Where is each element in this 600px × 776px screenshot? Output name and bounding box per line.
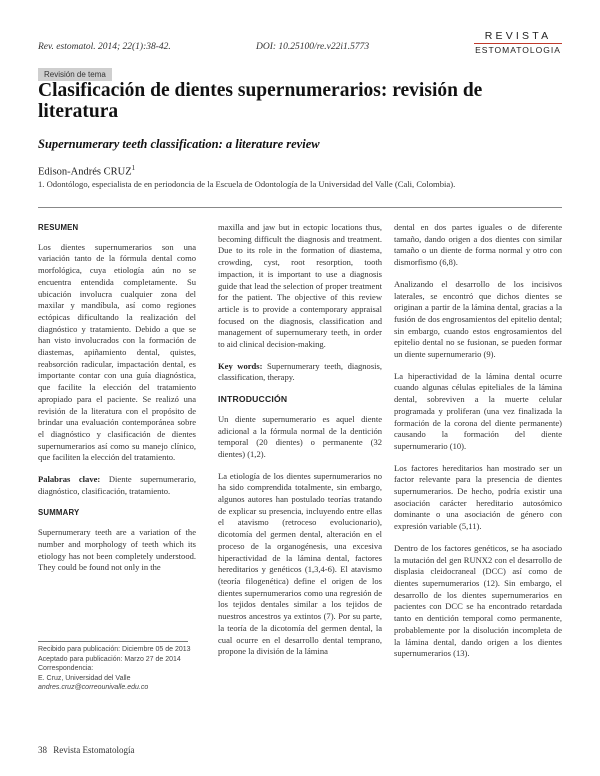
correspondence-email[interactable]: andres.cruz@correounivalle.edu.co <box>38 684 149 692</box>
page-number: 38 <box>38 745 47 755</box>
correspondence-label: Correspondencia: <box>38 665 94 673</box>
resumen-heading: RESUMEN <box>38 223 79 232</box>
header-divider <box>38 207 562 208</box>
resumen-text: Los dientes supernumerarios son una variación tanto de la fórmula dental como morfológica, cuya etiología aún no se encuentra entendida completamente. Su ubicación involucra cualquier zona del maxilar y mandíbula, así como regiones ectópicas dificultando la realización del diagnóstico y tratamiento. Debido a que se han visto involucrados con la formación de diastemas, apiñamiento dental, quistes, reabsorción radicular, impactación dental, es importante contar con una guía diagnóstica, que facilite la elección del tratamiento apropiado para el paciente. Se realizó una revisión de la literatura con el propósito de brindar una evaluación contemporánea sobre el diagnóstico y clasificación de dientes supernumerarios así como su manejo clínico, que faciliten la elección del tratamiento. <box>38 241 196 463</box>
article-type-badge: Revisión de tema <box>38 68 112 81</box>
paragraph-3-3: La hiperactividad de la lámina dental ocurre cuando algunas células epiteliales de la lámina dental, sobreviven a la muerte celular programada y proliferan (una vez finalizada la formación de la corona del diente permanente) causando la formación del diente supernumerario (10). <box>394 370 562 451</box>
paragraph-3-2: Analizando el desarrollo de los incisivos laterales, se encontró que dichos dientes se originan a partir de la lámina dental, gracias a la fusión de dos engrosamientos del epitelio dental; sin embargo, cuando estos engrosamientos del epitelio dental no se fusionan, se pueden formar un diente supernumerario (9). <box>394 278 562 360</box>
paragraph-3-5: Dentro de los factores genéticos, se ha asociado la mutación del gen RUNX2 con el desarrollo de displasia cleidocraneal (DCC) así como de dientes supernumerarios (12). Sin embargo, el desarrollo de los dientes supernumerarios en pacientes con DCC se ha encontrado retardada tanto en dentición temporal como permanente, probablemente por la disolución incompleta de la lámina dental, dando origen a los dientes supernumerarios (13). <box>394 542 562 659</box>
intro-paragraph-2: La etiología de los dientes supernumerarios no ha sido comprendida totalmente, sin embargo, algunos autores han postulado teorías tratando de explicar su presencia, incluyendo entre ellas el atavismo (retroceso evolucionario), dicotomía del germen dental, alteración en el proceso de la organogénesis, una excesiva hiperactividad de la lámina dental, factores hereditarios y genéticos (1,3,4-6). El atavismo (teoría filogenética) define el origen de los dientes supernumerarios como una regresión de los tejidos dentales similar a los tejidos de nuestros ancestros ya extintos (7). Por su parte, la teoría de la dicotomía del germen dental, la cual ocurre en el desarrollo dental temprano, propone la división de la lámina <box>218 470 382 657</box>
summary-heading: SUMMARY <box>38 508 80 518</box>
paragraph-3-1: dental en dos partes iguales o de diferente tamaño, dando origen a dos dientes con similar tamaño o un diente de forma normal y otro con dismorfismo (6,8). <box>394 222 562 268</box>
column-3 <box>394 222 562 670</box>
keywords-es <box>38 474 196 497</box>
doi[interactable]: DOI: 10.25100/re.v22i1.5773 <box>256 42 370 52</box>
logo-top-text: REVISTA <box>474 30 562 44</box>
intro-heading: INTRODUCCIÓN <box>218 394 288 405</box>
summary-text-cont: maxilla and jaw but in ectopic locations thus, becoming difficult the diagnosis and treatment. Due to its role in the formation of diastema, crowding, cyst, root resorption, tooth impaction, it is important to use a diagnosis guide that lead the selection of proper treatment for the patient. The objective of this review article is to provide a contemporary appraisal focused on the diagnosis, classification and management of supernumerary teeth, in order to aid clinical decision-making. <box>218 222 382 350</box>
accepted-date: Aceptado para publicación: Marzo 27 de 2014 <box>38 655 181 663</box>
column-2 <box>218 222 382 668</box>
dates-divider <box>38 641 188 642</box>
author-name: Edison-Andrés CRUZ <box>38 166 132 178</box>
keywords-en-text: Supernumerary teeth, diagnosis, classification, therapy. <box>218 360 382 383</box>
keywords-en <box>218 361 382 384</box>
publication-dates <box>38 645 218 693</box>
article-title: Clasificación de dientes supernumerarios: revisión de literatura <box>38 80 483 122</box>
correspondence-name: E. Cruz, Universidad del Valle <box>38 674 131 682</box>
keywords-es-label: Palabras clave: <box>38 474 101 485</box>
intro-paragraph-1: Un diente supernumerario es aquel diente adicional a la fórmula normal de la dentición temporal (20 dientes) o permanente (32 dientes) (1,2). <box>218 413 382 459</box>
column-1 <box>38 222 196 584</box>
author <box>38 164 135 178</box>
journal-logo <box>474 30 562 55</box>
paragraph-3-4: Los factores hereditarios han mostrado ser un factor relevante para la presencia de dientes supernumerarios. De hecho, podría existir una asociación carácter hereditario autosómico dominante o una asociación de género con expresión variable (5,11). <box>394 462 562 532</box>
citation: Rev. estomatol. 2014; 22(1):38-42. <box>38 42 171 52</box>
footer-journal: Revista Estomatología <box>53 745 135 755</box>
author-affil-sup: 1 <box>131 164 136 172</box>
received-date: Recibido para publicación: Diciembre 05 de 2013 <box>38 646 191 653</box>
affiliation: 1. Odontólogo, especialista de en periodoncia de la Escuela de Odontología de la Universidad del Valle (Cali, Colombia). <box>38 179 456 189</box>
keywords-es-text: Diente supernumerario, diagnóstico, clasificación, tratamiento. <box>38 474 197 496</box>
summary-text: Supernumerary teeth are a variation of the number and morphology of teeth which its etiology has not been completely understood. They could be found not only in the <box>38 527 196 573</box>
keywords-en-label: Key words: <box>218 360 263 371</box>
logo-bottom-text: ESTOMATOLOGIA <box>475 45 561 55</box>
article-subtitle: Supernumerary teeth classification: a literature review <box>38 137 320 151</box>
page-footer <box>38 745 139 755</box>
